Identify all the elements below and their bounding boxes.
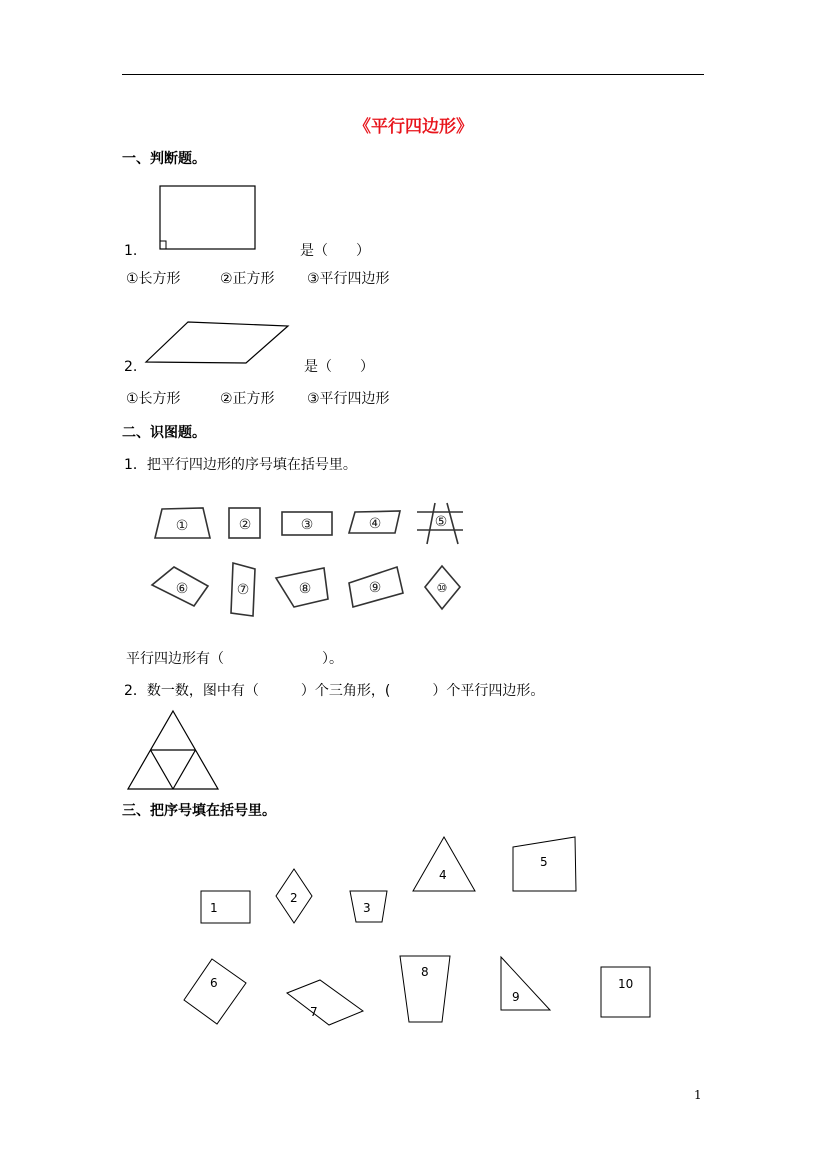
s3-label-9: 9 — [512, 990, 520, 1004]
q2-option-1: ①长方形 — [126, 391, 181, 407]
section2-q1-stem: 1．把平行四边形的序号填在括号里。 — [124, 457, 357, 473]
s3-label-8: 8 — [421, 965, 429, 979]
q2-number: 2. — [124, 359, 138, 375]
shape-label-9: ⑨ — [368, 580, 382, 596]
s3-label-2: 2 — [290, 891, 298, 905]
q1-option-3: ③平行四边形 — [307, 271, 390, 287]
section1-heading: 一、判断题。 — [122, 151, 206, 167]
s3-shape-1 — [201, 891, 250, 923]
q1-option-2: ②正方形 — [220, 271, 275, 287]
q2-stem: 是（ ） — [304, 359, 374, 375]
s3-shape-9 — [501, 957, 550, 1010]
shape-label-8: ⑧ — [298, 581, 312, 597]
q2-option-3: ③平行四边形 — [307, 391, 390, 407]
shape-label-2: ② — [238, 517, 252, 533]
s3-label-4: 4 — [439, 868, 447, 882]
shape-label-4: ④ — [368, 516, 382, 532]
shape-label-5: ⑤ — [434, 514, 448, 530]
s3-shape-7 — [287, 980, 363, 1025]
page-number: 1 — [694, 1088, 702, 1102]
s3-label-7: 7 — [310, 1005, 318, 1019]
shape-label-6: ⑥ — [175, 581, 189, 597]
s3-label-6: 6 — [210, 976, 218, 990]
q1-stem: 是（ ） — [300, 243, 370, 259]
section3-heading: 三、把序号填在括号里。 — [122, 803, 276, 819]
q1-option-1: ①长方形 — [126, 271, 181, 287]
s3-label-1: 1 — [210, 901, 218, 915]
s3-shape-6 — [184, 959, 246, 1024]
shape-label-7: ⑦ — [236, 582, 250, 598]
q1-number: 1. — [124, 243, 138, 259]
s3-shape-10 — [601, 967, 650, 1017]
s3-label-3: 3 — [363, 901, 371, 915]
shape-label-3: ③ — [300, 517, 314, 533]
s3-shape-4 — [413, 837, 475, 891]
shape-label-1: ① — [175, 518, 189, 534]
section2-q2-stem: 2．数一数，图中有（ ）个三角形，( ）个平行四边形。 — [124, 683, 545, 699]
section2-q1-answer-line: 平行四边形有（ ）。 — [126, 651, 343, 667]
shape-label-10: ⑩ — [436, 581, 448, 595]
s3-label-10: 10 — [618, 977, 634, 991]
s3-label-5: 5 — [540, 855, 548, 869]
page-title: 《平行四边形》 — [354, 117, 473, 137]
section2-heading: 二、识图题。 — [122, 425, 206, 441]
q2-option-2: ②正方形 — [220, 391, 275, 407]
